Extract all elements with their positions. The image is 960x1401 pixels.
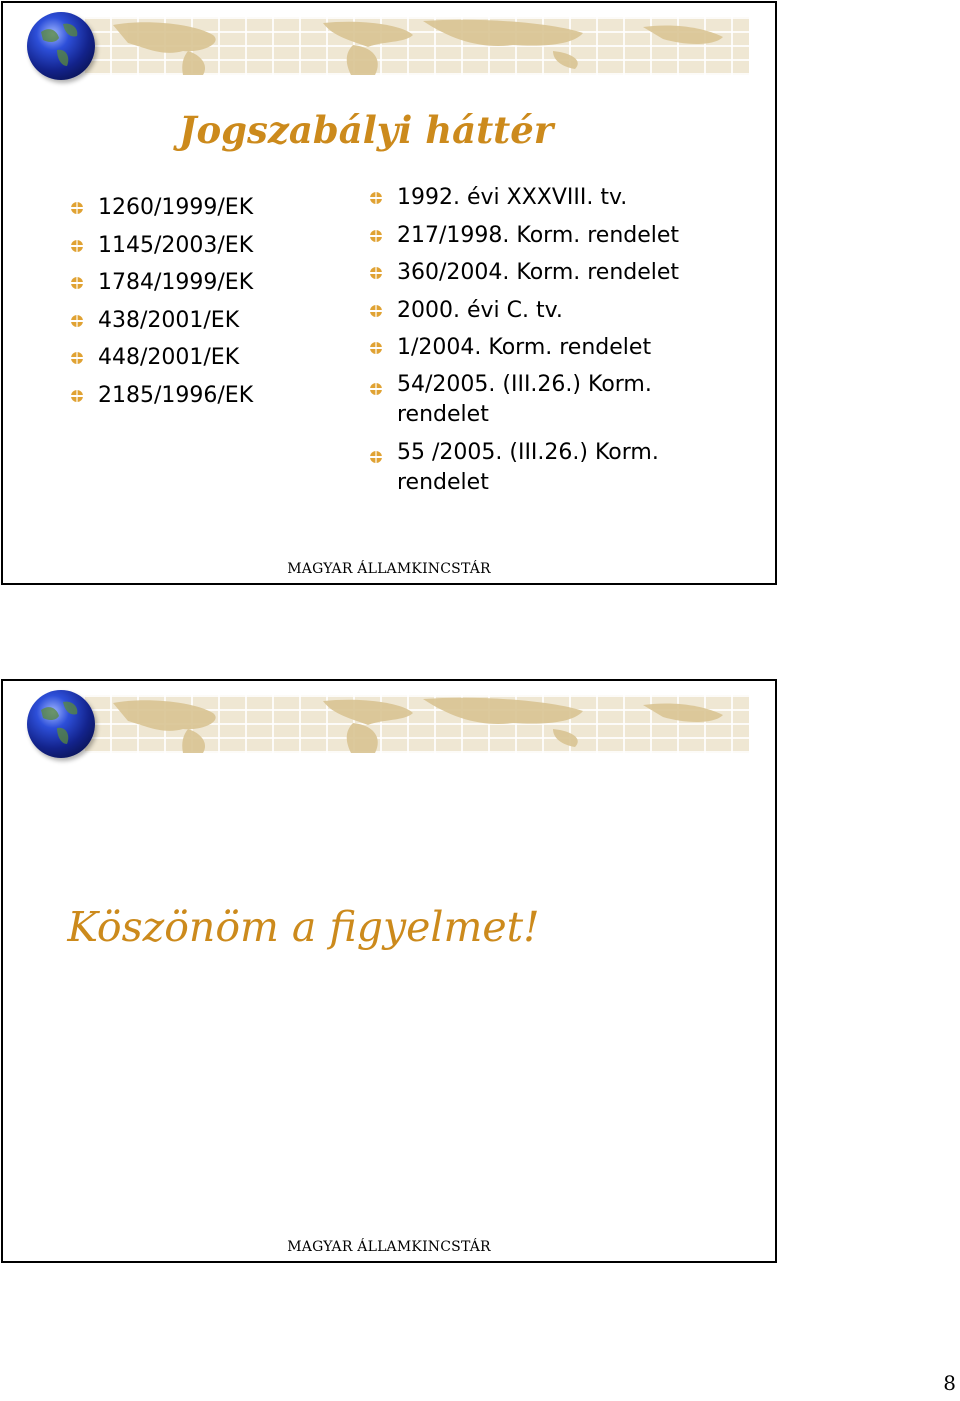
globe-icon bbox=[27, 690, 95, 758]
bullet-disc-icon bbox=[70, 389, 84, 403]
list-item: 448/2001/EK bbox=[70, 339, 253, 377]
bullet-disc-icon bbox=[369, 266, 383, 280]
slide-thank-you bbox=[1, 679, 777, 1263]
list-item: 360/2004. Korm. rendelet bbox=[369, 254, 737, 292]
list-item: 54/2005. (III.26.) Korm. rendelet bbox=[369, 367, 737, 435]
world-map-banner bbox=[83, 695, 749, 753]
list-item: 2185/1996/EK bbox=[70, 377, 253, 415]
slide-title: Jogszabályi háttér bbox=[179, 108, 554, 152]
page-number: 8 bbox=[943, 1371, 956, 1395]
bullet-disc-icon bbox=[70, 276, 84, 290]
bullet-disc-icon bbox=[70, 201, 84, 215]
slide-footer: MAGYAR ÁLLAMKINCSTÁR bbox=[287, 1239, 491, 1255]
bullet-disc-icon bbox=[70, 351, 84, 365]
thank-you-heading: Köszönöm a figyelmet! bbox=[67, 903, 540, 951]
list-item: 55 /2005. (III.26.) Korm. rendelet bbox=[369, 435, 737, 503]
slide-legal-background bbox=[1, 1, 777, 585]
slide-footer: MAGYAR ÁLLAMKINCSTÁR bbox=[287, 561, 491, 577]
list-item: 1145/2003/EK bbox=[70, 227, 253, 265]
bullet-disc-icon bbox=[70, 239, 84, 253]
bullet-disc-icon bbox=[369, 229, 383, 243]
bullet-disc-icon bbox=[70, 314, 84, 328]
bullet-disc-icon bbox=[369, 341, 383, 355]
hungarian-law-list bbox=[369, 179, 737, 503]
list-item: 1992. évi XXXVIII. tv. bbox=[369, 179, 737, 217]
list-item: 1260/1999/EK bbox=[70, 189, 253, 227]
list-item: 1/2004. Korm. rendelet bbox=[369, 329, 737, 367]
bullet-disc-icon bbox=[369, 304, 383, 318]
bullet-disc-icon bbox=[369, 382, 383, 396]
eu-regulation-list bbox=[70, 189, 253, 414]
list-item: 217/1998. Korm. rendelet bbox=[369, 217, 737, 255]
list-item: 438/2001/EK bbox=[70, 302, 253, 340]
bullet-disc-icon bbox=[369, 191, 383, 205]
globe-icon bbox=[27, 12, 95, 80]
list-item: 1784/1999/EK bbox=[70, 264, 253, 302]
bullet-disc-icon bbox=[369, 450, 383, 464]
list-item: 2000. évi C. tv. bbox=[369, 292, 737, 330]
world-map-banner bbox=[83, 17, 749, 75]
